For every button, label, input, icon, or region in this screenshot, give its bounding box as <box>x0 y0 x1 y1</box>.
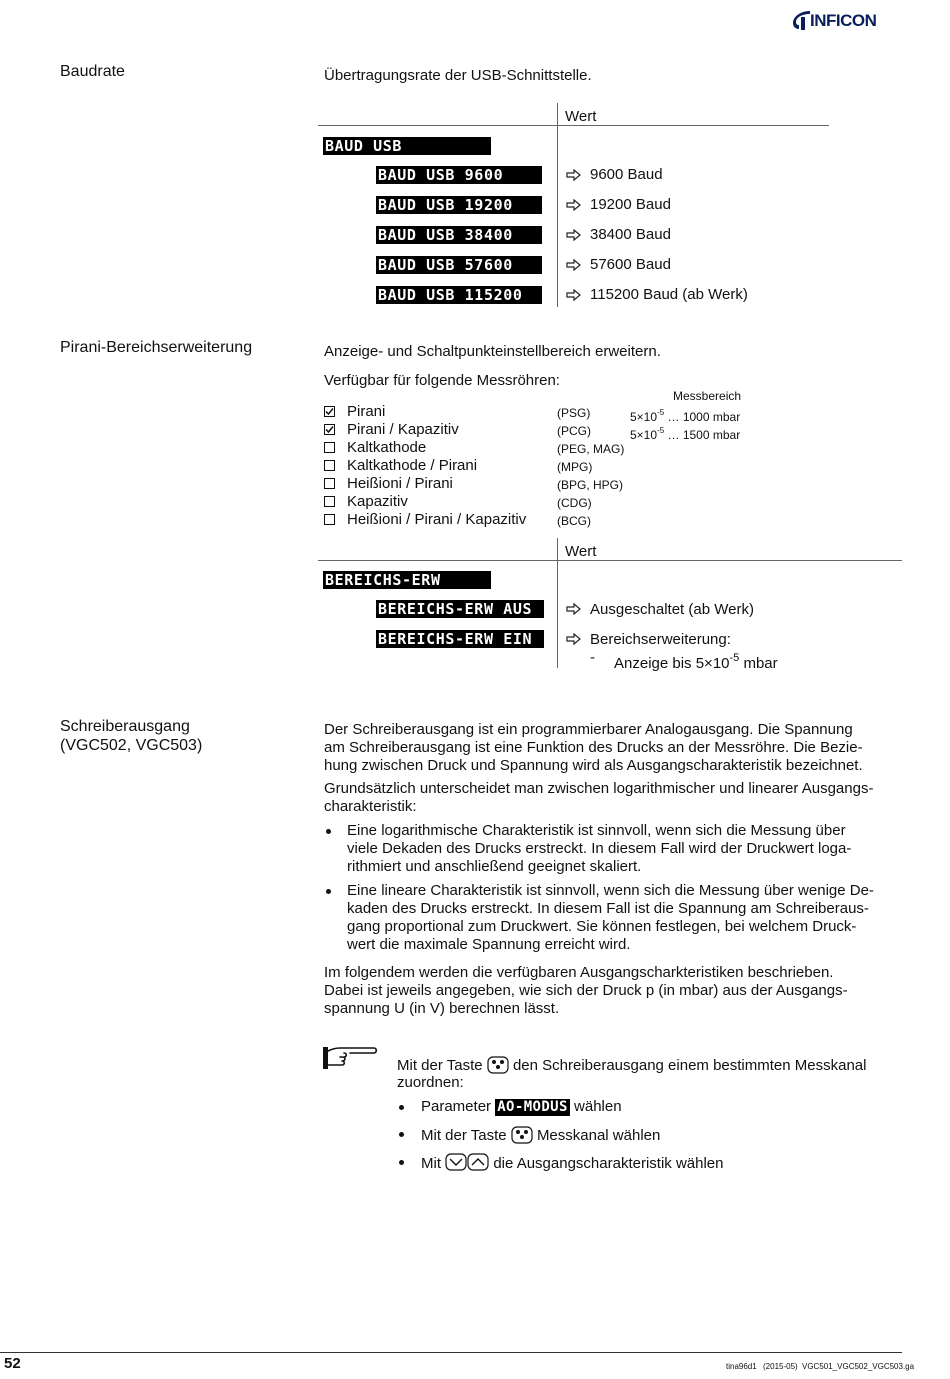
baudrate-label: Baudrate <box>60 63 125 80</box>
bullet-icon <box>326 889 331 894</box>
gauge-code: (PSG) <box>557 406 591 420</box>
baud-option-text: 57600 Baud <box>590 256 671 273</box>
note-text: Mit der Taste <box>421 1127 507 1144</box>
pirani-label: Pirani-Bereichserweiterung <box>60 339 253 356</box>
paragraph-grundsaetzlich <box>324 780 904 816</box>
arrow-right-icon <box>566 603 582 615</box>
note-text: Parameter <box>421 1098 492 1115</box>
page-number: 52 <box>4 1355 21 1372</box>
gauge-name: Kaltkathode <box>347 439 427 456</box>
checkbox-empty-icon <box>324 514 335 525</box>
gauge-name: Heißioni / Pirani <box>347 475 453 492</box>
checkbox-empty-icon <box>324 460 335 471</box>
note-line1 <box>397 1056 866 1075</box>
note-text: Mit <box>421 1155 441 1172</box>
text-line: kaden des Drucks erstreckt. In diesem Fall ist die Spannung am Schreiberaus- <box>347 900 869 917</box>
note-bullet-parameter <box>421 1098 622 1116</box>
text-line: viele Dekaden des Drucks erstreckt. In diesem Fall wird der Druckwert loga- <box>347 840 852 857</box>
pointing-hand-icon <box>322 1045 378 1071</box>
arrow-right-icon <box>566 229 582 241</box>
gauge-range-base: 5×10 <box>630 410 658 424</box>
gauge-range-upper: … 1000 mbar <box>664 410 741 424</box>
gauge-name: Kapazitiv <box>347 493 408 510</box>
lcd-baud-option: BAUD USB 19200 <box>376 196 542 214</box>
checkbox-empty-icon <box>324 442 335 453</box>
channel-key-icon <box>511 1126 533 1144</box>
text-line: rithmiert und anschließend geeignet skaliert. <box>347 858 642 875</box>
note-bullet-mit <box>421 1153 723 1173</box>
text-line: Im folgendem werden die verfügbaren Ausgangscharkteristiken beschrieben. <box>324 964 834 981</box>
text-line: Grundsätzlich unterscheidet man zwischen logarithmischer und linearer Ausgangs- <box>324 780 874 797</box>
text-line: spannung U (in V) berechnen lässt. <box>324 1000 560 1017</box>
note-text: wählen <box>574 1098 622 1115</box>
text-line: Eine lineare Charakteristik ist sinnvoll, wenn sich die Messung über wenige De- <box>347 882 874 899</box>
note-bullet-taste <box>421 1126 660 1145</box>
arrow-right-icon <box>566 633 582 645</box>
text-line: Eine logarithmische Charakteristik ist sinnvoll, wenn sich die Messung über <box>347 822 846 839</box>
arrow-right-icon <box>566 259 582 271</box>
gauge-range <box>630 424 740 442</box>
bullet-linear <box>347 882 927 954</box>
bullet-icon <box>326 829 331 834</box>
lcd-baud-option: BAUD USB 57600 <box>376 256 542 274</box>
footer-file: VGC501_VGC502_VGC503.ga <box>802 1362 915 1371</box>
note-text: den Schreiberausgang einem bestimmten Messkanal <box>512 1057 867 1074</box>
schreiber-label-line2: (VGC502, VGC503) <box>60 737 203 754</box>
gauge-range <box>630 406 740 424</box>
lcd-baud-option: BAUD USB 38400 <box>376 226 542 244</box>
up-down-keys-icon <box>445 1153 489 1171</box>
messbereich-header: Messbereich <box>673 389 742 403</box>
gauge-name: Pirani / Kapazitiv <box>347 421 459 438</box>
footer-doc-id: tina96d1 <box>726 1362 757 1371</box>
gauge-code: (BCG) <box>557 514 591 528</box>
schreiber-label-line1: Schreiberausgang <box>60 718 190 735</box>
bullet-logarithmic <box>347 822 927 876</box>
lcd-bereichs-erw-title: BEREICHS-ERW <box>323 571 491 589</box>
gauge-code: (BPG, HPG) <box>557 478 624 492</box>
logo-wordmark: INFICON <box>810 11 877 30</box>
lcd-baud-option: BAUD USB 9600 <box>376 166 542 184</box>
lcd-bereichs-erw-aus: BEREICHS-ERW AUS <box>376 600 544 618</box>
paragraph-intro <box>324 721 904 775</box>
text-line: charakteristik: <box>324 798 417 815</box>
footer-date: (2015-05) <box>763 1362 798 1371</box>
wert-vertical-divider <box>557 538 558 668</box>
bullet-icon <box>399 1105 404 1110</box>
note-text: Mit der Taste <box>397 1057 483 1074</box>
gauge-code: (PEG, MAG) <box>557 442 625 456</box>
note-text: die Ausgangscharakteristik wählen <box>493 1155 724 1172</box>
lcd-baud-option: BAUD USB 115200 <box>376 286 542 304</box>
gauge-range-base: 5×10 <box>630 428 658 442</box>
baud-option-text: 9600 Baud <box>590 166 663 183</box>
wert-vertical-divider <box>557 103 558 307</box>
checkbox-checked-icon <box>324 406 335 417</box>
gauge-name: Heißioni / Pirani / Kapazitiv <box>347 511 527 528</box>
option-sub-exponent: -5 <box>729 652 740 664</box>
bullet-icon <box>399 1160 404 1165</box>
lcd-ao-modus: AO-MODUS <box>497 1099 568 1115</box>
gauge-name: Kaltkathode / Pirani <box>347 457 478 474</box>
footer-rule <box>0 1352 902 1353</box>
pirani-availability: Verfügbar für folgende Messröhren: <box>324 372 560 389</box>
option-bereichserweiterung: Bereichserweiterung: <box>590 631 731 648</box>
text-line: am Schreiberausgang ist eine Funktion des Drucks an der Messröhre. Die Bezie- <box>324 739 863 756</box>
text-line: wert die maximale Spannung erreicht wird. <box>347 936 631 953</box>
gauge-code: (MPG) <box>557 460 593 474</box>
checkbox-checked-icon <box>324 424 335 435</box>
arrow-right-icon <box>566 199 582 211</box>
wert-header: Wert <box>565 108 597 125</box>
arrow-right-icon <box>566 169 582 181</box>
option-sub-unit: mbar <box>739 655 778 672</box>
lcd-baud-usb-title: BAUD USB <box>323 137 491 155</box>
note-line2: zuordnen: <box>397 1074 464 1091</box>
gauge-code: (PCG) <box>557 424 591 438</box>
gauge-name: Pirani <box>347 403 386 420</box>
option-sub-base: Anzeige bis 5×10 <box>614 655 730 672</box>
option-sub-text <box>614 649 778 673</box>
gauge-code: (CDG) <box>557 496 592 510</box>
baud-option-text: 19200 Baud <box>590 196 671 213</box>
paragraph-folgendem <box>324 964 904 1018</box>
bullet-icon <box>399 1132 404 1137</box>
text-line: hung zwischen Druck und Spannung wird als Ausgangscharakteristik bezeichnet. <box>324 757 863 774</box>
gauge-range-exponent: -5 <box>657 408 665 417</box>
option-sub-dash: - <box>590 649 595 666</box>
arrow-right-icon <box>566 289 582 301</box>
note-text: Messkanal wählen <box>536 1127 661 1144</box>
pirani-description: Anzeige- und Schaltpunkteinstellbereich erweitern. <box>324 343 661 360</box>
option-ausgeschaltet: Ausgeschaltet (ab Werk) <box>590 601 754 618</box>
wert-header: Wert <box>565 543 597 560</box>
text-line: Dabei ist jeweils angegeben, wie sich der Druck p (in mbar) aus der Ausgangs- <box>324 982 848 999</box>
gauge-range-exponent: -5 <box>657 426 665 435</box>
baudrate-description: Übertragungsrate der USB-Schnittstelle. <box>324 67 592 84</box>
text-line: gang proportional zum Druckwert. Sie können festlegen, bei welchem Druck- <box>347 918 857 935</box>
checkbox-empty-icon <box>324 496 335 507</box>
baud-option-text: 38400 Baud <box>590 226 671 243</box>
gauge-range-upper: … 1500 mbar <box>664 428 741 442</box>
channel-key-icon <box>487 1056 509 1074</box>
lcd-bereichs-erw-ein: BEREICHS-ERW EIN <box>376 630 544 648</box>
checkbox-empty-icon <box>324 478 335 489</box>
text-line: Der Schreiberausgang ist ein programmierbarer Analogausgang. Die Spannung <box>324 721 853 738</box>
baud-option-text: 115200 Baud (ab Werk) <box>590 286 748 303</box>
inficon-logo <box>790 8 902 32</box>
wert-horizontal-divider <box>318 560 902 561</box>
